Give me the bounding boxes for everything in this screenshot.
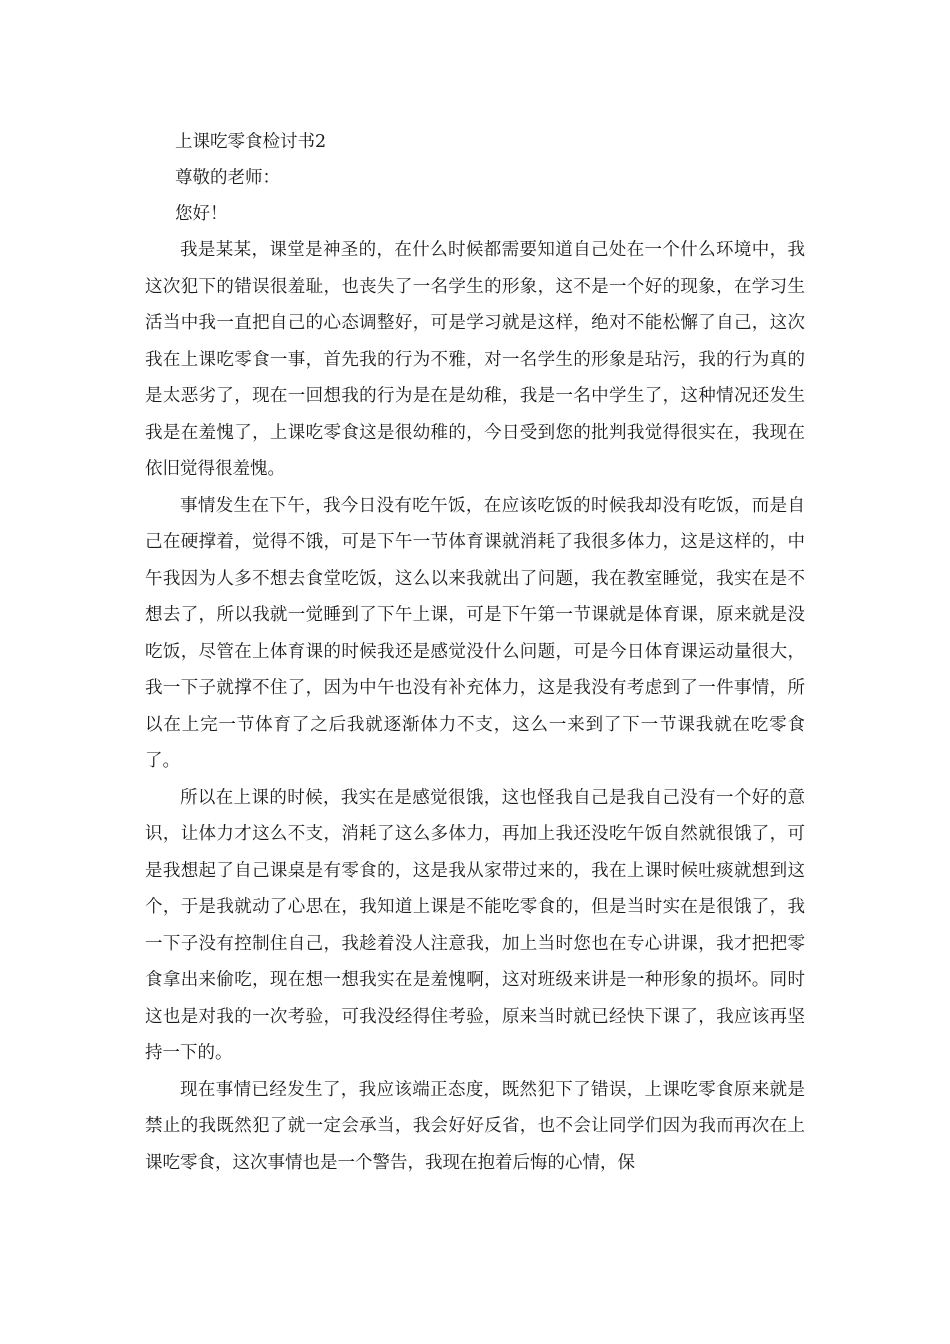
document-body xyxy=(145,124,805,1181)
greeting: 您好！ xyxy=(175,204,228,224)
paragraph-1: 我是某某，课堂是神圣的，在什么时候都需要知道自己处在一个什么环境中，我这次犯下的错误很羞耻，也丧失了一名学生的形象，这不是一个好的现象，在学习生活当中我一直把自己的心态调整好，可是学习就是这样，绝对不能松懈了自己，这次我在上课吃零食一事，首先我的行为不雅，对一名学生的形象是玷污，我的行为真的是太恶劣了，现在一回想我的行为是在是幼稚，我是一名中学生了，这种情况还发生我是在羞愧了，上课吃零食这是很幼稚的，今日受到您的批判我觉得很实在，我现在依旧觉得很羞愧。 xyxy=(145,240,805,479)
paragraph-3: 所以在上课的时候，我实在是感觉很饿，这也怪我自己是我自己没有一个好的意识，让体力才这么不支，消耗了这么多体力，再加上我还没吃午饭自然就很饿了，可是我想起了自己课桌是有零食的，这是我从家带过来的，我在上课时候吐痰就想到这个，于是我就动了心思在，我知道上课是不能吃零食的，但是当时实在是很饿了，我一下子没有控制住自己，我趁着没人注意我，加上当时您也在专心讲课，我才把把零食拿出来偷吃，现在想一想我实在是羞愧啊，这对班级来讲是一种形象的损坏。同时这也是对我的一次考验，可我没经得住考验，原来当时就已经快下课了，我应该再坚持一下的。 xyxy=(145,787,805,1063)
paragraph-2: 事情发生在下午，我今日没有吃午饭，在应该吃饭的时候我却没有吃饭，而是自己在硬撑着，觉得不饿，可是下午一节体育课就消耗了我很多体力，这是这样的，中午我因为人多不想去食堂吃饭，这么以来我就出了问题，我在教室睡觉，我实在是不想去了，所以我就一觉睡到了下午上课，可是下午第一节课就是体育课，原来就是没吃饭，尽管在上体育课的时候我还是感觉没什么问题，可是今日体育课运动量很大，我一下子就撑不住了，因为中午也没有补充体力，这是我没有考虑到了一件事情，所以在上完一节体育了之后我就逐渐体力不支，这么一来到了下一节课我就在吃零食了。 xyxy=(145,495,805,771)
document-title: 上课吃零食检讨书2 xyxy=(175,132,327,152)
paragraph-4: 现在事情已经发生了，我应该端正态度，既然犯下了错误，上课吃零食原来就是禁止的我既然犯了就一定会承当，我会好好反省，也不会让同学们因为我而再次在上课吃零食，这次事情也是一个警告，我现在抱着后悔的心情，保 xyxy=(145,1079,805,1173)
salutation: 尊敬的老师： xyxy=(175,168,280,188)
